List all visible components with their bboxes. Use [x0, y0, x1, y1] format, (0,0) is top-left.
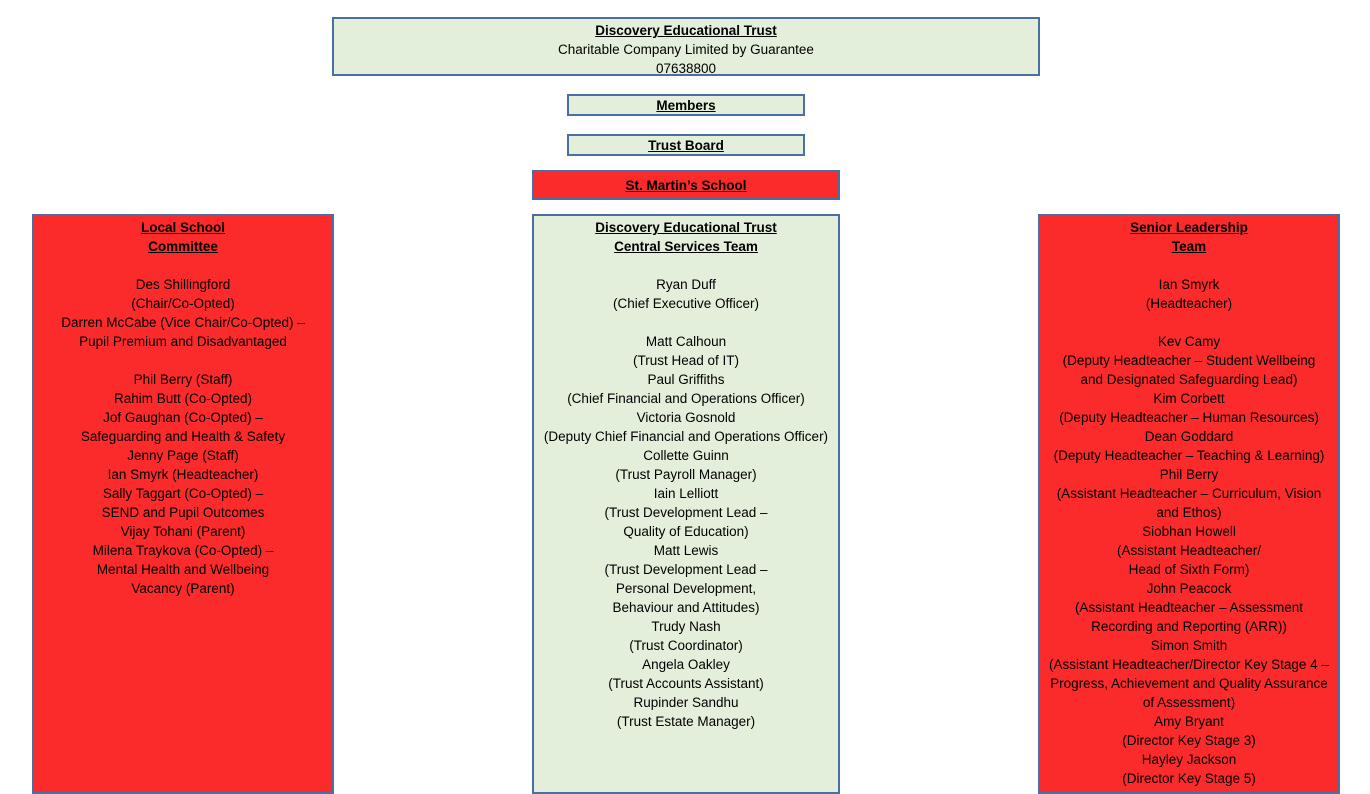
member-line: Quality of Education)	[623, 524, 749, 539]
member-line: Phil Berry	[1159, 467, 1219, 482]
member-line: Dean Goddard	[1144, 429, 1234, 444]
member-line: Trudy Nash	[651, 619, 721, 634]
member-line: Mental Health and Wellbeing	[96, 562, 270, 577]
trust-board-box	[567, 134, 805, 156]
member-line: Paul Griffiths	[647, 372, 725, 387]
member-line: Matt Lewis	[653, 543, 719, 558]
member-line: Iain Lelliott	[653, 486, 719, 501]
member-line: Rahim Butt (Co-Opted)	[113, 391, 253, 406]
central-services-team-box	[532, 214, 840, 794]
spacer	[1040, 256, 1338, 275]
lsc-member-list	[34, 256, 332, 598]
school-label: St. Martin’s School	[625, 178, 747, 193]
member-line: (Trust Development Lead –	[604, 505, 768, 520]
spacer	[34, 256, 332, 275]
member-line: (Trust Coordinator)	[629, 638, 743, 653]
slt-title-line-1: Senior Leadership	[1130, 220, 1248, 235]
member-line: (Assistant Headteacher/	[1116, 543, 1262, 558]
member-line: Milena Traykova (Co-Opted) –	[92, 543, 274, 558]
member-line: Progress, Achievement and Quality Assurance	[1050, 676, 1328, 691]
member-line: Ian Smyrk	[1158, 277, 1220, 292]
slt-title-line-2: Team	[1171, 239, 1207, 254]
member-line: (Trust Development Lead –	[604, 562, 768, 577]
dets-title-line-2: Central Services Team	[614, 239, 758, 254]
member-line: Vijay Tohani (Parent)	[120, 524, 246, 539]
spacer	[534, 256, 838, 275]
member-line: (Headteacher)	[1145, 296, 1233, 311]
lsc-title-line-1: Local School	[140, 220, 225, 235]
member-line: Siobhan Howell	[1142, 524, 1236, 539]
slt-member-list	[1040, 256, 1338, 788]
member-line: Recording and Reporting (ARR))	[1091, 619, 1287, 634]
members-label: Members	[656, 98, 716, 113]
member-line: Ian Smyrk (Headteacher)	[107, 467, 259, 482]
member-line: (Assistant Headteacher/Director Key Stage 4 –	[1049, 657, 1329, 672]
member-line: (Assistant Headteacher – Assessment	[1074, 600, 1304, 615]
member-line: Hayley Jackson	[1141, 752, 1237, 767]
member-line: (Director Key Stage 3)	[1122, 733, 1256, 748]
spacer	[534, 313, 838, 332]
dets-title-line-1: Discovery Educational Trust	[595, 220, 777, 235]
dets-member-list	[534, 256, 838, 731]
member-line: (Chief Executive Officer)	[612, 296, 760, 311]
member-line: Vacancy (Parent)	[131, 581, 235, 596]
member-line: Personal Development,	[615, 581, 757, 596]
member-line: Darren McCabe (Vice Chair/Co-Opted) –	[61, 315, 305, 330]
member-line: (Assistant Headteacher – Curriculum, Vision	[1056, 486, 1322, 501]
member-line: Jof Gaughan (Co-Opted) –	[103, 410, 263, 425]
member-line: (Chair/Co-Opted)	[131, 296, 235, 311]
trust-name: Discovery Educational Trust	[595, 23, 777, 38]
lsc-title-line-2: Committee	[148, 239, 218, 254]
member-line: Victoria Gosnold	[636, 410, 736, 425]
member-line: Head of Sixth Form)	[1128, 562, 1250, 577]
member-line: John Peacock	[1146, 581, 1232, 596]
member-line: Kim Corbett	[1153, 391, 1225, 406]
spacer	[34, 351, 332, 370]
member-line: (Director Key Stage 5)	[1122, 771, 1256, 786]
member-line: (Deputy Headteacher – Teaching & Learning)	[1053, 448, 1325, 463]
member-line: SEND and Pupil Outcomes	[101, 505, 265, 520]
member-line: of Assessment)	[1142, 695, 1236, 710]
members-box	[567, 94, 805, 116]
member-line: Simon Smith	[1150, 638, 1228, 653]
local-school-committee-box	[32, 214, 334, 794]
member-line: Phil Berry (Staff)	[133, 372, 233, 387]
trust-board-label: Trust Board	[648, 138, 724, 153]
member-line: Angela Oakley	[642, 657, 730, 672]
senior-leadership-team-box	[1038, 214, 1340, 794]
member-line: Sally Taggart (Co-Opted) –	[102, 486, 264, 501]
member-line: Matt Calhoun	[645, 334, 727, 349]
company-number: 07638800	[655, 61, 717, 76]
member-line: Rupinder Sandhu	[633, 695, 739, 710]
member-line: Des Shillingford	[135, 277, 231, 292]
member-line: Safeguarding and Health & Safety	[80, 429, 286, 444]
member-line: (Chief Financial and Operations Officer)	[567, 391, 805, 406]
spacer	[1040, 313, 1338, 332]
trust-box	[332, 17, 1040, 76]
member-line: (Deputy Headteacher – Student Wellbeing	[1062, 353, 1316, 368]
member-line: Kev Camy	[1157, 334, 1221, 349]
trust-type: Charitable Company Limited by Guarantee	[558, 42, 814, 57]
member-line: (Trust Head of IT)	[632, 353, 740, 368]
member-line: (Deputy Chief Financial and Operations Officer)	[543, 429, 829, 444]
member-line: (Trust Accounts Assistant)	[608, 676, 764, 691]
member-line: Pupil Premium and Disadvantaged	[79, 334, 287, 349]
member-line: (Trust Estate Manager)	[616, 714, 756, 729]
member-line: Amy Bryant	[1154, 714, 1224, 729]
member-line: (Trust Payroll Manager)	[615, 467, 757, 482]
member-line: and Designated Safeguarding Lead)	[1080, 372, 1298, 387]
member-line: Collette Guinn	[643, 448, 729, 463]
member-line: and Ethos)	[1156, 505, 1222, 520]
member-line: Behaviour and Attitudes)	[612, 600, 760, 615]
member-line: Jenny Page (Staff)	[127, 448, 239, 463]
member-line: (Deputy Headteacher – Human Resources)	[1059, 410, 1319, 425]
member-line: Ryan Duff	[656, 277, 716, 292]
school-box	[532, 170, 840, 200]
